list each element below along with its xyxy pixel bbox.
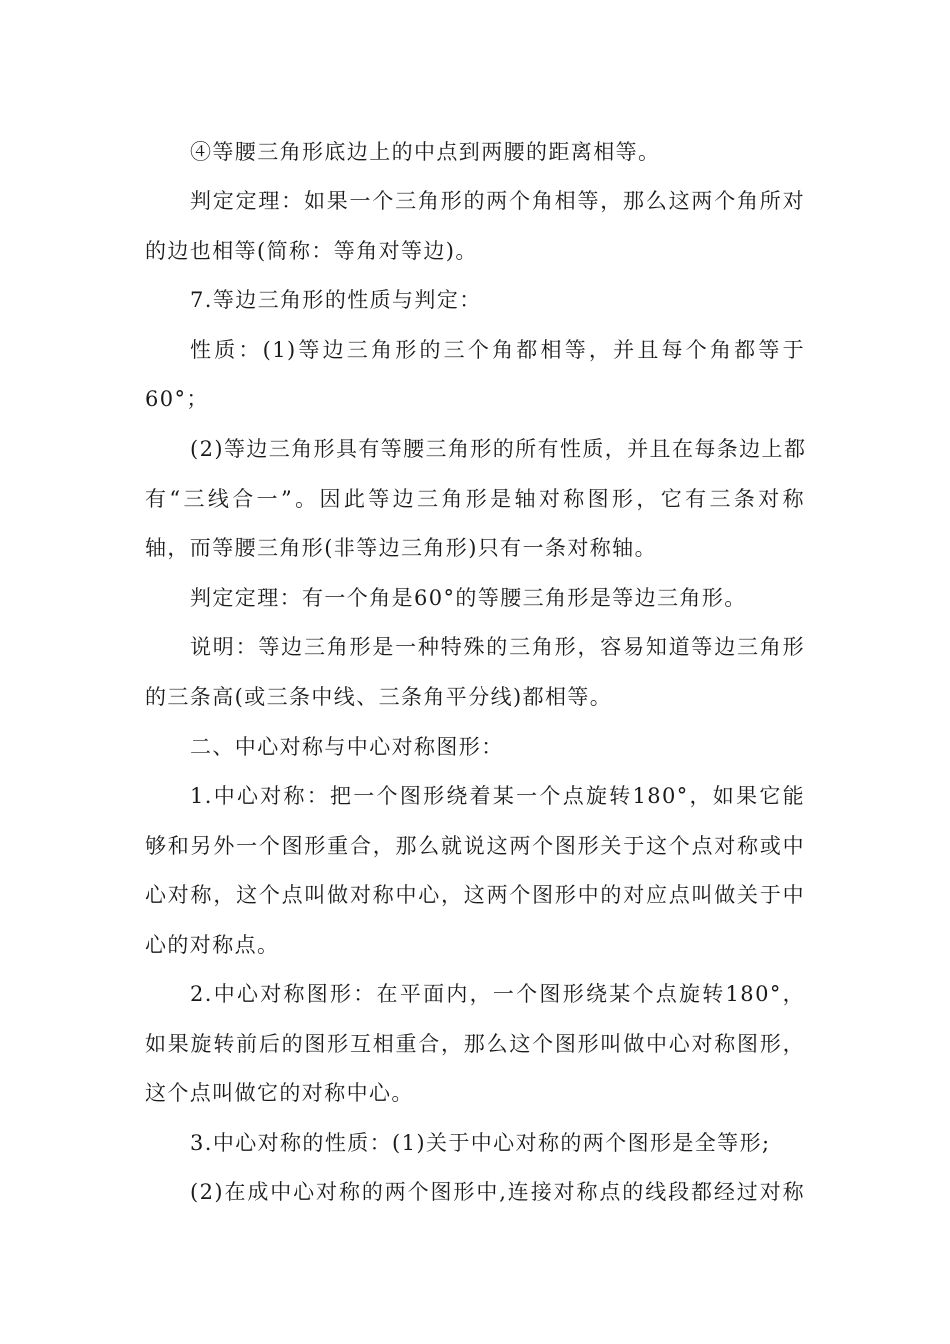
text-line-18: 2.中心对称图形：在平面内，一个图形绕某个点旋转180°， xyxy=(190,982,805,1006)
text-line-21: 3.中心对称的性质：(1)关于中心对称的两个图形是全等形; xyxy=(190,1131,771,1155)
text-line-22: (2)在成中心对称的两个图形中,连接对称点的线段都经过对称 xyxy=(190,1180,805,1204)
text-line-17: 心的对称点。 xyxy=(145,933,280,957)
text-line-8: 有“三线合一”。因此等边三角形是轴对称图形，它有三条对称 xyxy=(145,487,805,511)
text-line-19: 如果旋转前后的图形互相重合，那么这个图形叫做中心对称图形， xyxy=(145,1032,805,1056)
text-line-5: 性质：(1)等边三角形的三个角都相等，并且每个角都等于 xyxy=(190,338,805,362)
text-line-16: 心对称，这个点叫做对称中心，这两个图形中的对应点叫做关于中 xyxy=(145,883,805,907)
text-line-1: ④等腰三角形底边上的中点到两腰的距离相等。 xyxy=(190,140,661,164)
text-line-2: 判定定理：如果一个三角形的两个角相等，那么这两个角所对 xyxy=(190,189,805,213)
section-heading-equilateral: 7.等边三角形的性质与判定： xyxy=(190,288,482,312)
text-line-10: 判定定理：有一个角是60°的等腰三角形是等边三角形。 xyxy=(190,586,747,610)
text-line-14: 1.中心对称：把一个图形绕着某一个点旋转180°，如果它能 xyxy=(190,784,805,808)
text-line-6: 60°； xyxy=(145,387,209,411)
text-line-15: 够和另外一个图形重合，那么就说这两个图形关于这个点对称或中 xyxy=(145,834,805,858)
text-line-11: 说明：等边三角形是一种特殊的三角形，容易知道等边三角形 xyxy=(190,635,805,659)
text-line-7: (2)等边三角形具有等腰三角形的所有性质，并且在每条边上都 xyxy=(190,437,807,461)
section-heading-central-symmetry: 二、中心对称与中心对称图形： xyxy=(190,735,504,759)
text-line-12: 的三条高(或三条中线、三条角平分线)都相等。 xyxy=(145,685,613,709)
text-line-3: 的边也相等(简称：等角对等边)。 xyxy=(145,239,478,263)
text-line-9: 轴，而等腰三角形(非等边三角形)只有一条对称轴。 xyxy=(145,536,657,560)
text-line-20: 这个点叫做它的对称中心。 xyxy=(145,1081,414,1105)
